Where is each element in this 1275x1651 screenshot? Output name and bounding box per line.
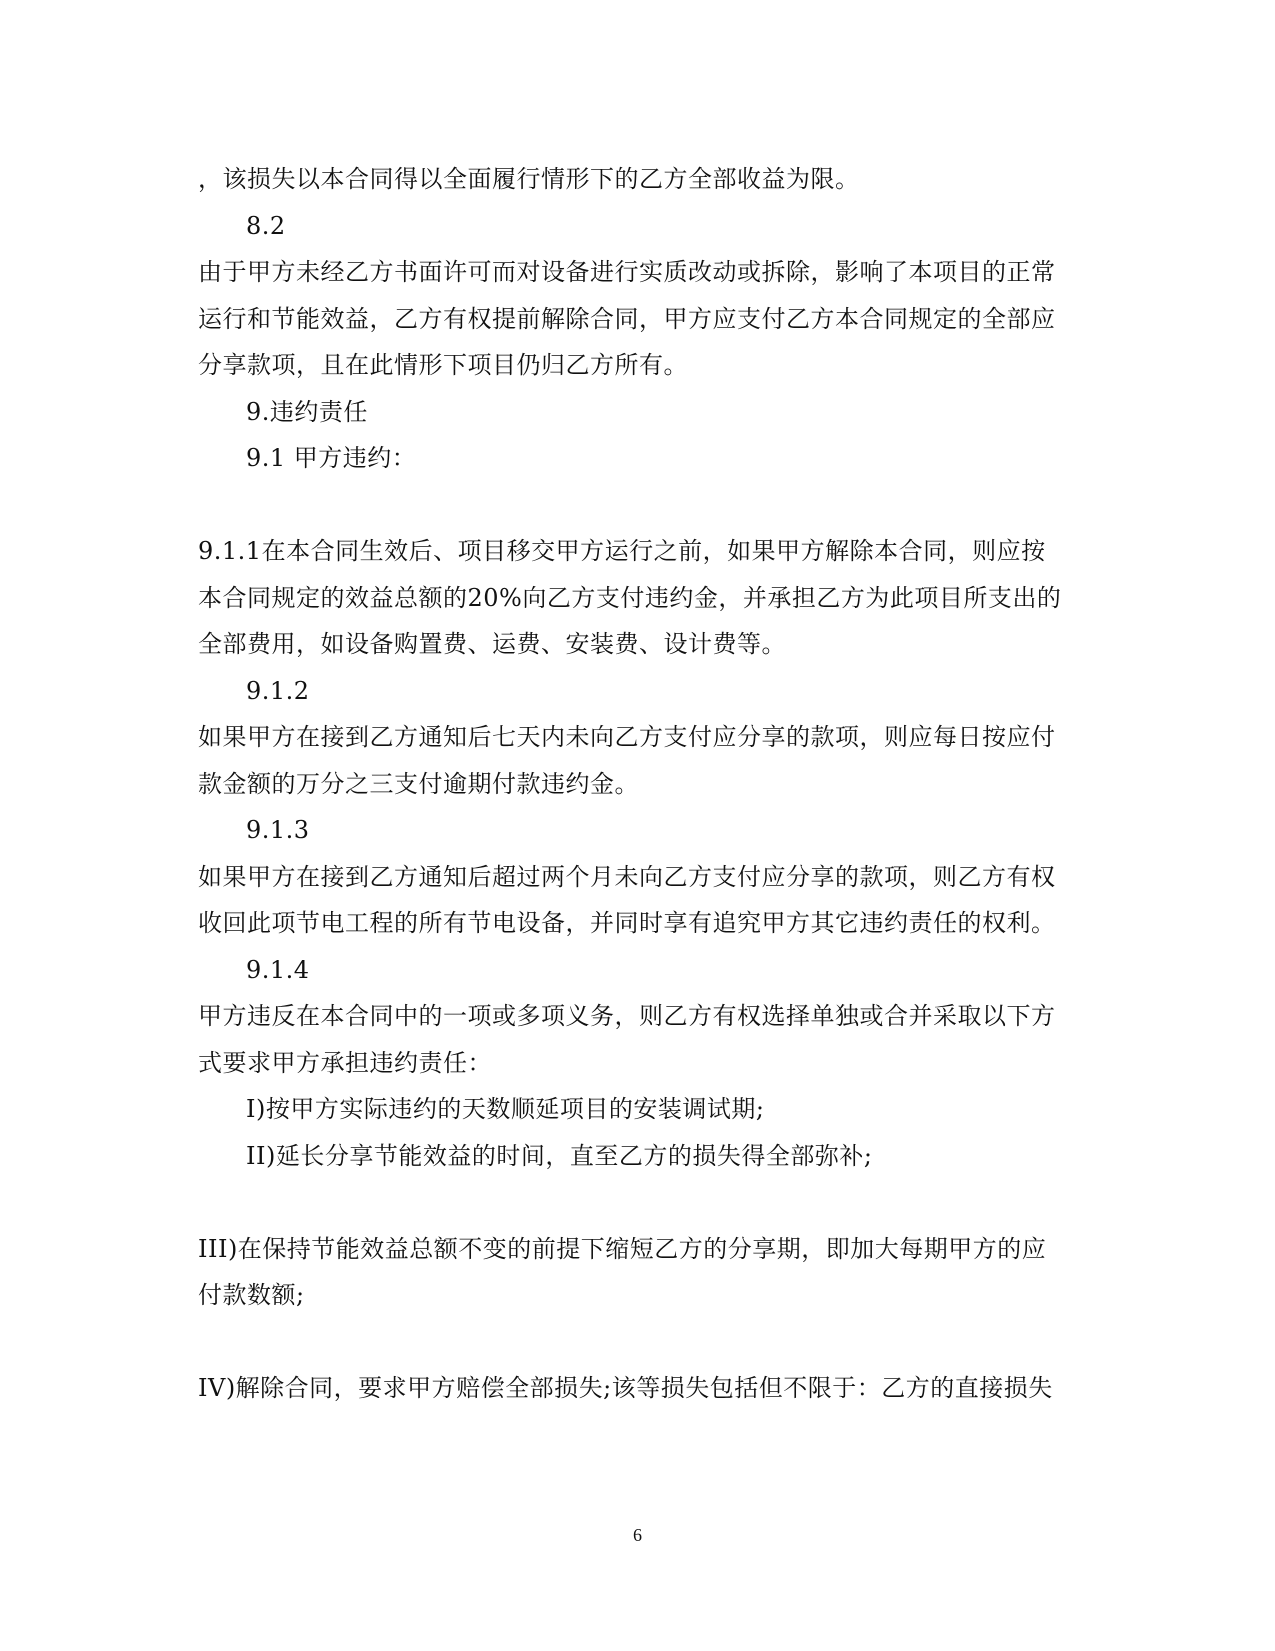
text-line: 如果甲方在接到乙方通知后超过两个月未向乙方支付应分享的款项，则乙方有权 <box>198 863 1056 891</box>
section-number: 9.1.3 <box>246 816 310 844</box>
list-item: II)延长分享节能效益的时间，直至乙方的损失得全部弥补; <box>246 1142 873 1170</box>
text-line: 全部费用，如设备购置费、运费、安装费、设计费等。 <box>198 630 786 658</box>
text-line: 如果甲方在接到乙方通知后七天内未向乙方支付应分享的款项，则应每日按应付 <box>198 723 1056 751</box>
section-number: 9.1.4 <box>246 956 310 984</box>
list-item: IV)解除合同，要求甲方赔偿全部损失;该等损失包括但不限于：乙方的直接损失 <box>198 1374 1053 1402</box>
text-line: 付款数额; <box>198 1281 305 1309</box>
text-line: 由于甲方未经乙方书面许可而对设备进行实质改动或拆除，影响了本项目的正常 <box>198 258 1056 286</box>
page-number: 6 <box>633 1525 642 1545</box>
text-line: 运行和节能效益，乙方有权提前解除合同，甲方应支付乙方本合同规定的全部应 <box>198 305 1056 333</box>
text-line: ，该损失以本合同得以全面履行情形下的乙方全部收益为限。 <box>198 165 860 193</box>
text-line: 甲方违反在本合同中的一项或多项义务，则乙方有权选择单独或合并采取以下方 <box>198 1002 1056 1030</box>
text-line: 本合同规定的效益总额的20%向乙方支付违约金，并承担乙方为此项目所支出的 <box>198 584 1062 612</box>
list-item: I)按甲方实际违约的天数顺延项目的安装调试期; <box>246 1095 765 1123</box>
text-line: 式要求甲方承担违约责任： <box>198 1049 492 1077</box>
text-line: 收回此项节电工程的所有节电设备，并同时享有追究甲方其它违约责任的权利。 <box>198 909 1056 937</box>
text-line: 分享款项，且在此情形下项目仍归乙方所有。 <box>198 351 688 379</box>
text-line: 9.1.1在本合同生效后、项目移交甲方运行之前，如果甲方解除本合同，则应按 <box>198 537 1046 565</box>
section-number: 9.1.2 <box>246 677 310 705</box>
section-heading: 9.1 甲方违约： <box>246 444 417 472</box>
section-number: 8.2 <box>246 212 286 240</box>
section-heading: 9.违约责任 <box>246 398 368 426</box>
text-line: 款金额的万分之三支付逾期付款违约金。 <box>198 770 639 798</box>
list-item: III)在保持节能效益总额不变的前提下缩短乙方的分享期，即加大每期甲方的应 <box>198 1235 1047 1263</box>
